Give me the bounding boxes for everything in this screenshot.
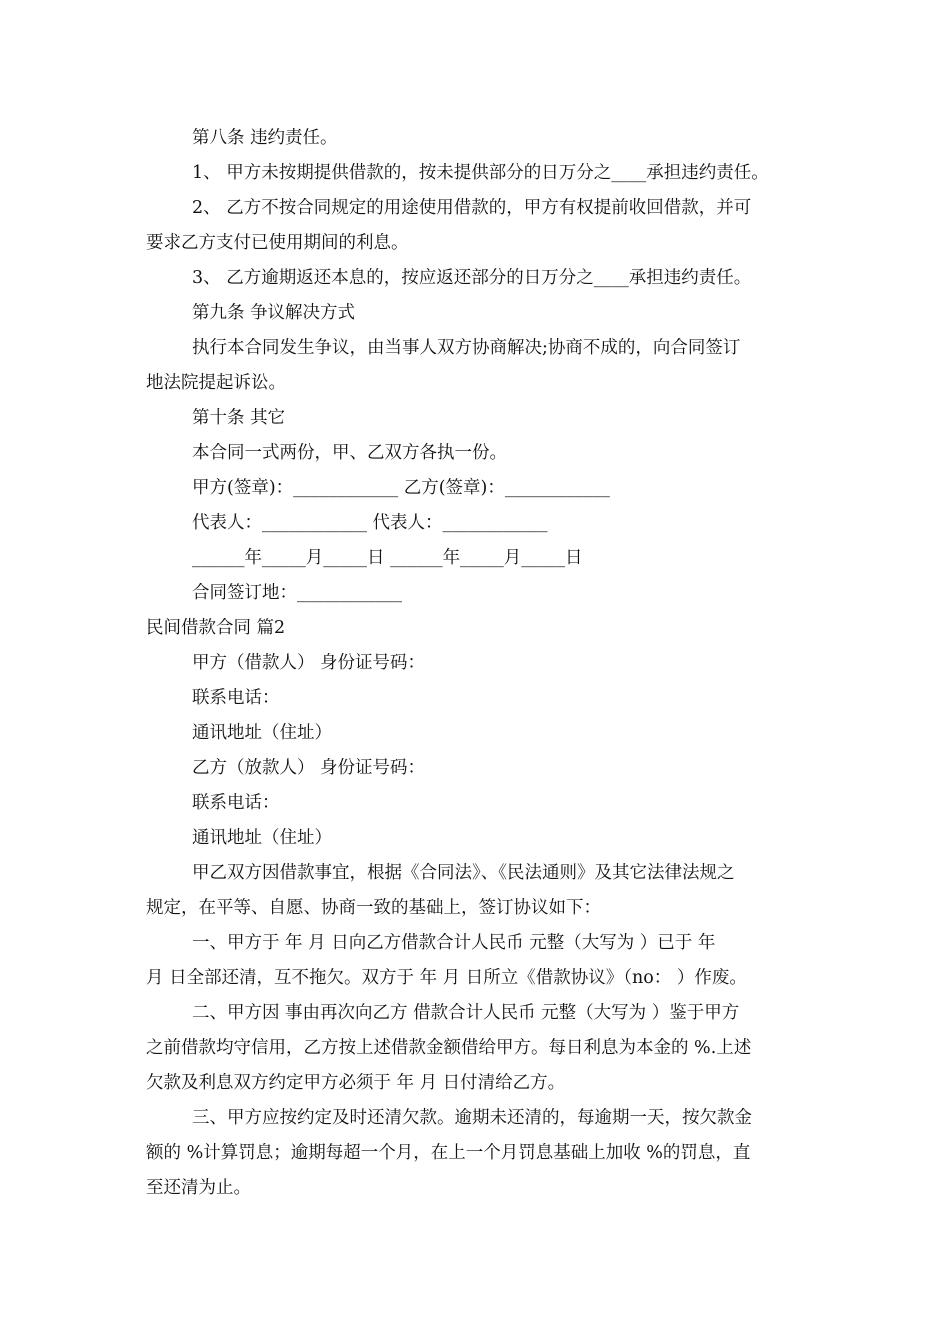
signing-place-line: 合同签订地：____________	[192, 583, 402, 603]
preamble-text: 甲乙双方因借款事宜，根据《合同法》、《民法通则》及其它法律法规之	[192, 863, 735, 883]
article-8-clause-1: 1、 甲方未按期提供借款的，按未提供部分的日万分之____承担违约责任。	[192, 163, 769, 183]
party-b-id-line: 乙方（放款人） 身份证号码：	[192, 758, 426, 778]
date-line: ______年_____月_____日 ______年_____月_____日	[192, 548, 583, 568]
clause-2-text-cont-1: 之前借款均守信用，乙方按上述借款金额借给甲方。每日利息为本金的 %.上述	[146, 1038, 752, 1058]
party-a-id-line: 甲方（借款人） 身份证号码：	[192, 653, 426, 673]
clause-3-text-cont-1: 额的 %计算罚息；逾期每超一个月，在上一个月罚息基础上加收 %的罚息，直	[146, 1143, 751, 1163]
article-8-clause-2: 2、 乙方不按合同规定的用途使用借款的，甲方有权提前收回借款，并可	[192, 198, 752, 218]
clause-3-text-cont-2: 至还清为止。	[146, 1178, 251, 1198]
signature-line: 甲方(签章)：____________ 乙方(签章)：____________	[192, 478, 610, 498]
party-a-address-line: 通讯地址（住址）	[192, 723, 332, 743]
clause-1-text-cont: 月 日全部还清，互不拖欠。双方于 年 月 日所立《借款协议》（no： ）作废。	[146, 968, 747, 988]
clause-3-text: 三、甲方应按约定及时还清欠款。逾期未还清的，每逾期一天，按欠款金	[192, 1108, 752, 1128]
article-8-clause-2-cont: 要求乙方支付已使用期间的利息。	[146, 233, 409, 253]
article-9-text-cont: 地法院提起诉讼。	[146, 373, 286, 393]
party-a-phone-line: 联系电话：	[192, 688, 280, 708]
clause-2-text: 二、甲方因 事由再次向乙方 借款合计人民币 元整（大写为 ）鉴于甲方	[192, 1003, 740, 1023]
party-b-phone-line: 联系电话：	[192, 793, 280, 813]
article-9-text: 执行本合同发生争议，由当事人双方协商解决;协商不成的，向合同签订	[192, 338, 741, 358]
party-b-address-line: 通讯地址（住址）	[192, 828, 332, 848]
article-8-clause-3: 3、 乙方逾期返还本息的，按应返还部分的日万分之____承担违约责任。	[192, 268, 752, 288]
article-10-text: 本合同一式两份，甲、乙双方各执一份。	[192, 443, 507, 463]
clause-1-text: 一、甲方于 年 月 日向乙方借款合计人民币 元整（大写为 ）已于 年	[192, 933, 716, 953]
article-8-heading: 第八条 违约责任。	[192, 128, 338, 148]
article-9-heading: 第九条 争议解决方式	[192, 303, 356, 323]
representative-line: 代表人：____________ 代表人：____________	[192, 513, 548, 533]
section-title-part-2: 民间借款合同 篇2	[146, 618, 286, 638]
clause-2-text-cont-2: 欠款及利息双方约定甲方必须于 年 月 日付清给乙方。	[146, 1073, 566, 1093]
preamble-text-cont: 规定，在平等、自愿、协商一致的基础上，签订协议如下：	[146, 898, 601, 918]
article-10-heading: 第十条 其它	[192, 408, 286, 428]
